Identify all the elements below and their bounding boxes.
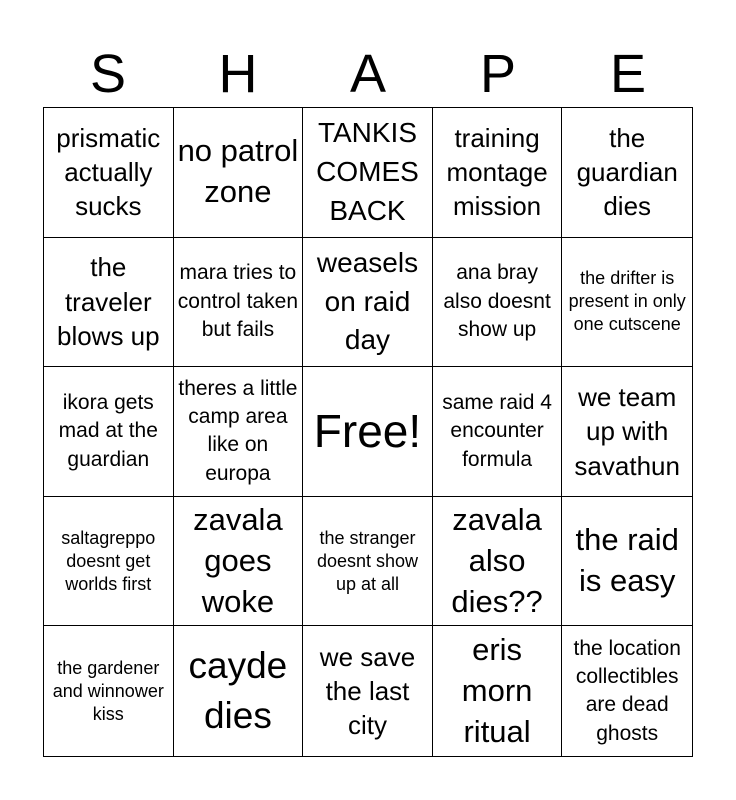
bingo-cell[interactable]: eris morn ritual — [433, 626, 563, 756]
bingo-cell[interactable]: weasels on raid day — [303, 238, 433, 368]
header-letter-e: E — [609, 44, 647, 104]
header-letter-a: A — [349, 44, 387, 104]
bingo-header — [43, 40, 693, 108]
bingo-cell[interactable]: the stranger doesnt show up at all — [303, 497, 433, 627]
bingo-cell[interactable]: theres a little camp area like on europa — [174, 367, 304, 497]
header-letter-s: S — [89, 44, 127, 104]
bingo-cell[interactable]: saltagreppo doesnt get worlds first — [44, 497, 174, 627]
bingo-cell[interactable]: we save the last city — [303, 626, 433, 756]
bingo-cell[interactable]: TANKIS COMES BACK — [303, 108, 433, 238]
bingo-cell[interactable]: zavala also dies?? — [433, 497, 563, 627]
bingo-cell[interactable]: the drifter is present in only one cutscene — [562, 238, 692, 368]
bingo-cell[interactable]: zavala goes woke — [174, 497, 304, 627]
bingo-cell[interactable]: the location collectibles are dead ghosts — [573, 636, 681, 745]
bingo-cell[interactable]: mara tries to control taken but fails — [174, 238, 304, 368]
bingo-cell[interactable]: ikora gets mad at the guardian — [44, 367, 174, 497]
free-space[interactable]: Free! — [303, 367, 433, 497]
bingo-cell[interactable]: ana bray also doesnt show up — [433, 238, 563, 368]
bingo-cell[interactable]: the traveler blows up — [44, 238, 174, 368]
bingo-cell[interactable]: the gardener and winnower kiss — [44, 626, 174, 756]
bingo-cell[interactable]: the raid is easy — [562, 497, 692, 627]
header-letter-p: P — [479, 44, 517, 104]
bingo-cell[interactable]: training montage mission — [433, 108, 563, 238]
bingo-cell[interactable]: the guardian dies — [562, 108, 692, 238]
bingo-cell[interactable]: prismatic actually sucks — [44, 108, 174, 238]
bingo-grid — [43, 107, 693, 757]
bingo-cell[interactable]: we team up with savathun — [562, 367, 692, 497]
bingo-cell[interactable]: no patrol zone — [174, 108, 304, 238]
bingo-cell[interactable]: same raid 4 encounter formula — [433, 367, 563, 497]
header-letter-h: H — [218, 44, 258, 104]
bingo-cell[interactable]: cayde dies — [174, 626, 304, 756]
